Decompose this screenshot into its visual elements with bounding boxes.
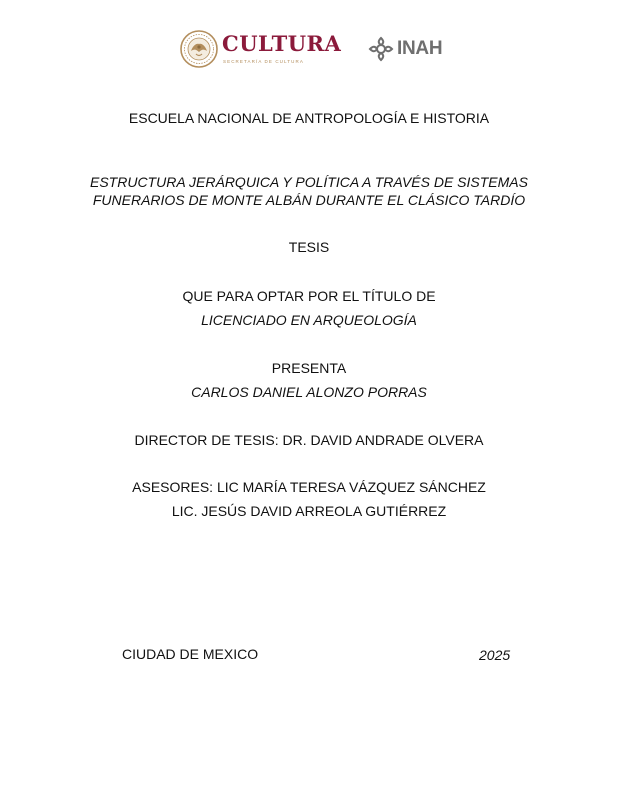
thesis-director: DIRECTOR DE TESIS: DR. DAVID ANDRADE OLVERA [134, 432, 484, 448]
thesis-title-line-2: FUNERARIOS DE MONTE ALBÁN DURANTE EL CLÁSICO TARDÍO [92, 192, 526, 208]
cultura-subtitle: SECRETARÍA DE CULTURA [223, 59, 304, 64]
advisors-line-1: ASESORES: LIC MARÍA TERESA VÁZQUEZ SÁNCHEZ [132, 479, 486, 495]
institution-name: ESCUELA NACIONAL DE ANTROPOLOGÍA E HISTORIA [128, 110, 490, 126]
degree-intro: QUE PARA OPTAR POR EL TÍTULO DE [182, 288, 436, 304]
cultura-wordmark: CULTURA [222, 31, 342, 56]
eagle-seal-icon [180, 30, 218, 68]
degree-title: LICENCIADO EN ARQUEOLOGÍA [201, 312, 417, 328]
inah-wordmark: INAH [397, 38, 443, 59]
advisors-line-2: LIC. JESÚS DAVID ARREOLA GUTIÉRREZ [171, 503, 447, 519]
document-type: TESIS [288, 239, 330, 255]
header-logos [0, 28, 618, 72]
author-name: CARLOS DANIEL ALONZO PORRAS [191, 384, 427, 400]
city: CIUDAD DE MEXICO [122, 646, 259, 662]
inah-logo [368, 36, 452, 62]
year: 2025 [479, 647, 511, 663]
thesis-title-line-1: ESTRUCTURA JERÁRQUICA Y POLÍTICA A TRAVÉS DE SISTEMAS [90, 174, 528, 190]
cultura-logo [180, 30, 342, 68]
presents-label: PRESENTA [271, 360, 347, 376]
inah-glyph-icon [368, 36, 394, 62]
